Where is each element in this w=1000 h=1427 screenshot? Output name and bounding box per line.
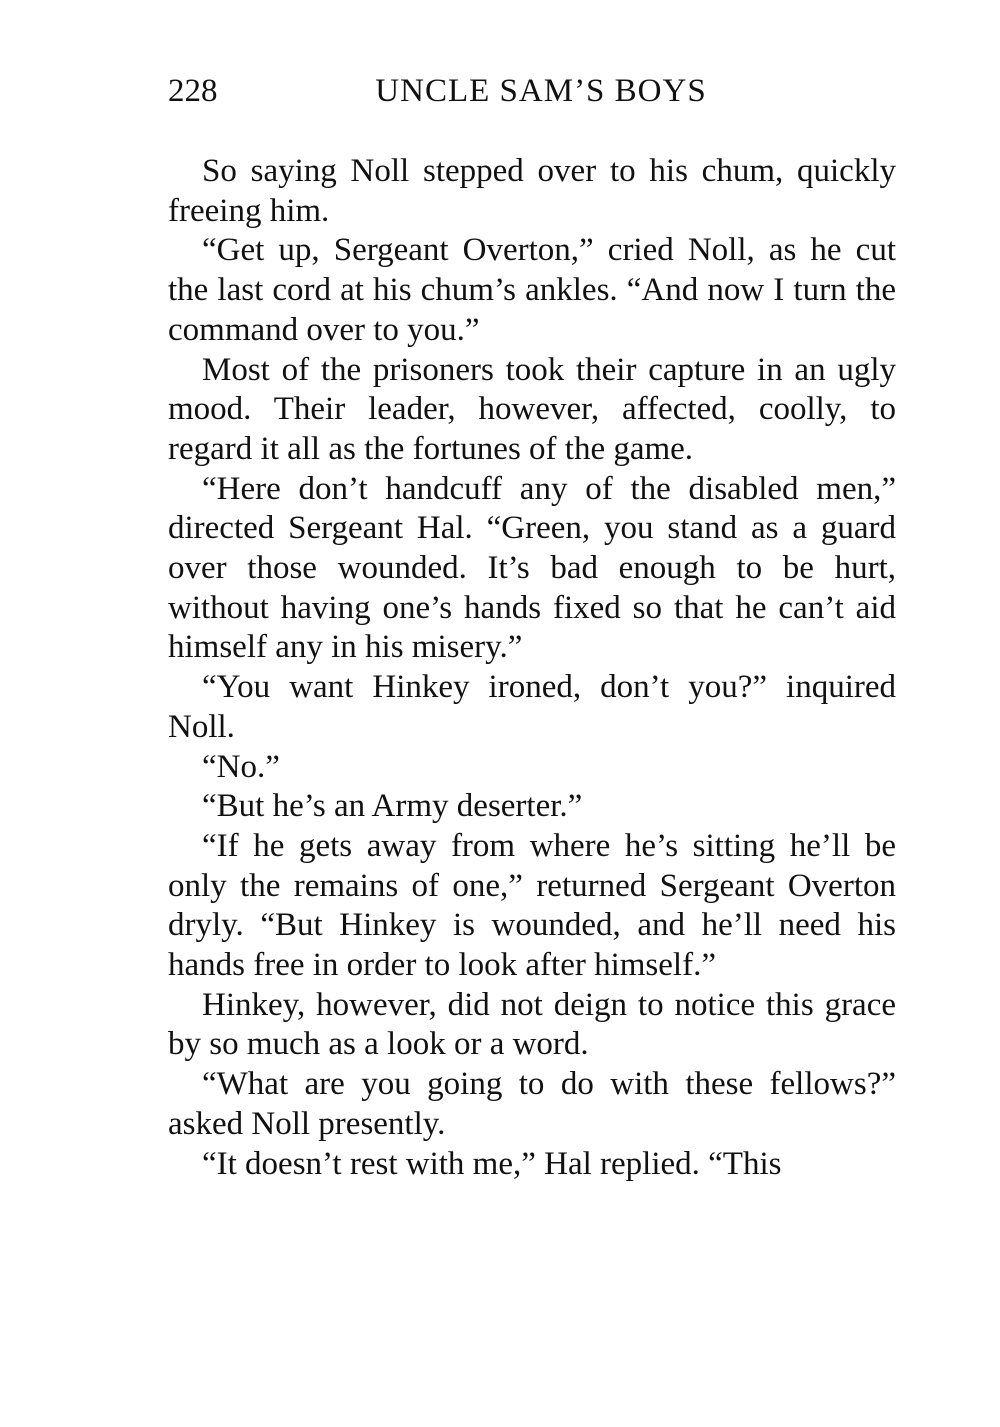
paragraph: “Here don’t handcuff any of the disabled men,” directed Sergeant Hal. “Green, you stand as a guard over those wounded. It’s bad enough to be hurt, without having one’s hands fixed so that he can’t aid himself any in his misery.”: [168, 470, 896, 666]
paragraph: “You want Hinkey ironed, don’t you?” inquired Noll.: [168, 669, 896, 745]
paragraph: “If he gets away from where he’s sitting he’ll be only the remains of one,” returned Sergeant Overton dryly. “But Hinkey is wounded, and he’ll need his hands free in order to look after himself.”: [168, 827, 896, 984]
paragraph: “What are you going to do with these fellows?” asked Noll presently.: [168, 1066, 896, 1142]
paragraph: Most of the prisoners took their capture in an ugly mood. Their leader, however, affected, coolly, to regard it all as the fortunes of the game.: [168, 351, 896, 467]
paragraph: “Get up, Sergeant Overton,” cried Noll, as he cut the last cord at his chum’s ankles. “And now I turn the command over to you.”: [168, 232, 896, 348]
body-text: [168, 152, 896, 1184]
running-title: UNCLE SAM’S BOYS: [375, 73, 707, 109]
paragraph: Hinkey, however, did not deign to notice this grace by so much as a look or a word.: [168, 986, 896, 1063]
paragraph: “It doesn’t rest with me,” Hal replied. “This: [202, 1145, 782, 1182]
page-number: 228: [168, 73, 218, 109]
paragraph: So saying Noll stepped over to his chum, quickly freeing him.: [168, 153, 896, 229]
running-head: [168, 66, 892, 116]
paragraph: “No.”: [202, 748, 280, 785]
paragraph: “But he’s an Army deserter.”: [202, 788, 583, 825]
